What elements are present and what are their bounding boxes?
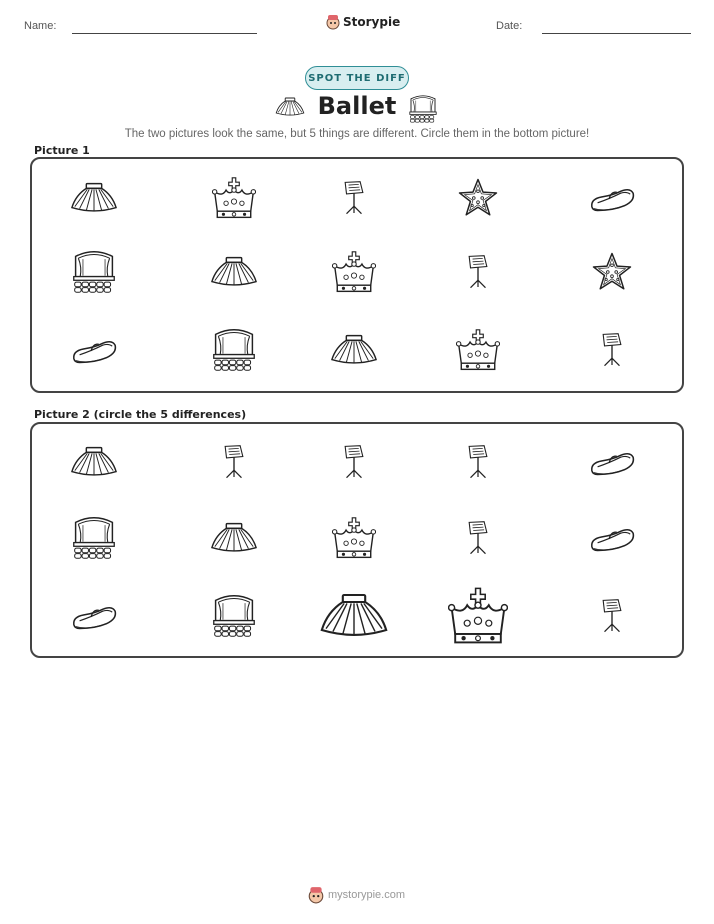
brand-name: Storypie	[343, 15, 401, 29]
tutu-icon[interactable]	[319, 592, 389, 640]
crown-icon	[332, 515, 376, 561]
ballet-shoe-icon	[588, 447, 636, 477]
music-stand-icon	[461, 246, 495, 298]
star-icon	[457, 177, 499, 219]
music-stand-icon	[595, 590, 629, 642]
music-stand-icon[interactable]	[461, 436, 495, 488]
ballet-shoe-icon	[70, 335, 118, 365]
crown-icon[interactable]	[448, 582, 508, 650]
tutu-icon[interactable]	[210, 521, 258, 555]
ballet-shoe-icon	[588, 183, 636, 213]
tutu-icon	[330, 333, 378, 367]
star-icon	[591, 251, 633, 293]
stage-icon	[71, 248, 117, 296]
stage-icon[interactable]	[71, 514, 117, 562]
star-icon	[591, 251, 633, 293]
storypie-mascot-icon	[308, 886, 324, 904]
star-icon	[457, 177, 499, 219]
tutu-icon	[70, 445, 118, 479]
ballet-shoe-icon	[588, 183, 636, 213]
music-stand-icon	[461, 436, 495, 488]
music-stand-icon	[217, 436, 251, 488]
tutu-icon	[210, 255, 258, 289]
music-stand-icon[interactable]	[217, 436, 251, 488]
date-label: Date:	[496, 20, 523, 32]
tutu-icon	[210, 521, 258, 555]
crown-icon[interactable]	[332, 515, 376, 561]
crown-icon	[456, 327, 500, 373]
music-stand-icon	[337, 436, 371, 488]
date-line[interactable]	[542, 33, 691, 34]
music-stand-icon	[337, 172, 371, 224]
stage-icon	[408, 94, 438, 129]
ballet-shoe-icon[interactable]	[588, 447, 636, 477]
ballet-shoe-icon[interactable]	[70, 601, 118, 631]
picture-1-label: Picture 1	[34, 144, 90, 157]
stage-icon[interactable]	[211, 592, 257, 640]
music-stand-icon	[595, 324, 629, 376]
name-label: Name:	[24, 20, 57, 32]
crown-icon	[456, 327, 500, 373]
music-stand-icon[interactable]	[595, 590, 629, 642]
tutu-icon	[70, 181, 118, 215]
stage-icon	[211, 592, 257, 640]
name-line[interactable]	[72, 33, 257, 34]
crown-icon	[332, 249, 376, 295]
storypie-mascot-icon	[326, 14, 340, 30]
tutu-icon	[319, 592, 389, 640]
ballet-shoe-icon[interactable]	[588, 523, 636, 553]
music-stand-icon[interactable]	[461, 512, 495, 564]
footer-url: mystorypie.com	[328, 889, 406, 901]
crown-icon	[212, 175, 256, 221]
music-stand-icon	[461, 512, 495, 564]
spot-the-diff-badge: SPOT THE DIFF	[305, 66, 409, 90]
footer	[308, 886, 405, 904]
brand-logo	[326, 14, 400, 30]
stage-icon	[71, 248, 117, 296]
tutu-icon	[330, 333, 378, 367]
picture-2-panel[interactable]	[30, 422, 684, 658]
tutu-icon	[210, 255, 258, 289]
picture-2-label: Picture 2 (circle the 5 differences)	[34, 408, 247, 421]
ballet-shoe-icon	[588, 523, 636, 553]
crown-icon	[332, 249, 376, 295]
instructions: The two pictures look the same, but 5 things are different. Circle them in the bottom picture!	[124, 128, 590, 140]
stage-icon	[211, 326, 257, 374]
stage-icon	[211, 326, 257, 374]
tutu-icon	[70, 181, 118, 215]
stage-icon	[71, 514, 117, 562]
music-stand-icon	[337, 172, 371, 224]
music-stand-icon[interactable]	[337, 436, 371, 488]
tutu-icon[interactable]	[70, 445, 118, 479]
music-stand-icon	[595, 324, 629, 376]
ballet-shoe-icon	[70, 601, 118, 631]
music-stand-icon	[461, 246, 495, 298]
crown-icon	[448, 582, 508, 650]
page-title: Ballet	[317, 92, 397, 120]
crown-icon	[212, 175, 256, 221]
picture-1-panel	[30, 157, 684, 393]
ballet-shoe-icon	[70, 335, 118, 365]
